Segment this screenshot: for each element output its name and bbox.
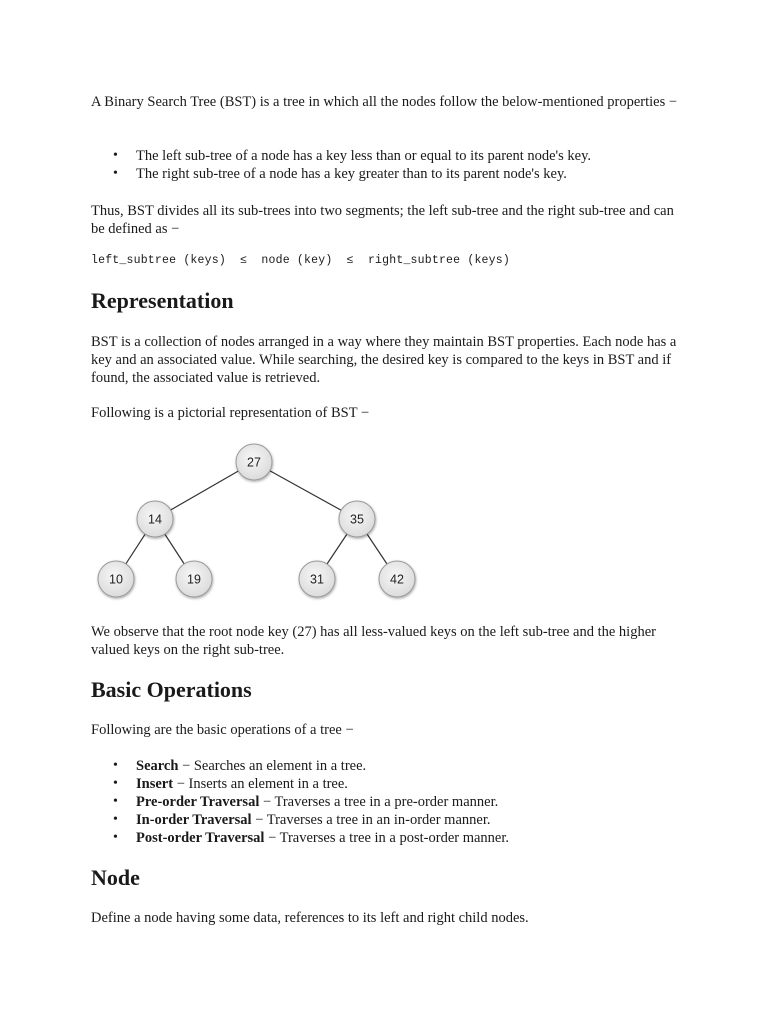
section-heading-basic-operations: Basic Operations — [91, 677, 252, 702]
operation-description: − Traverses a tree in an in-order manner. — [251, 812, 491, 828]
figure-caption: Following is a pictorial representation of BST − — [91, 405, 370, 421]
operation-name: Insert — [136, 776, 174, 792]
list-item: • The left sub-tree of a node has a key less than or equal to its parent node's key. — [136, 147, 736, 165]
operation-name: In-order Traversal — [136, 812, 252, 828]
node-key-42: 42 — [390, 572, 404, 587]
list-item — [136, 757, 736, 775]
operation-description: − Searches an element in a tree. — [178, 758, 367, 774]
list-item — [136, 811, 736, 829]
tree-node — [98, 561, 134, 597]
operation-description: − Inserts an element in a tree. — [173, 776, 348, 792]
bst-formula: left_subtree (keys) ≤ node (key) ≤ right_subtree (keys) — [91, 254, 510, 267]
operations-list — [91, 757, 736, 847]
bst-diagram — [90, 436, 430, 608]
section-heading-node: Node — [91, 865, 140, 890]
section-heading-representation: Representation — [91, 288, 234, 313]
node-key-19: 19 — [187, 572, 201, 587]
summary-paragraph: Thus, BST divides all its sub-trees into two segments; the left sub-tree and the right sub-tree and can be defined as − — [91, 203, 674, 237]
intro-paragraph: A Binary Search Tree (BST) is a tree in which all the nodes follow the below-mentioned properties − — [91, 94, 678, 110]
operation-name: Pre-order Traversal — [136, 794, 260, 810]
operation-name: Post-order Traversal — [136, 830, 265, 846]
tree-node — [379, 561, 415, 597]
operation-description: − Traverses a tree in a post-order manner. — [264, 830, 510, 846]
tree-node-root — [236, 444, 272, 480]
operation-description: − Traverses a tree in a pre-order manner. — [259, 794, 499, 810]
operations-intro: Following are the basic operations of a tree − — [91, 722, 354, 738]
node-key-10: 10 — [109, 572, 123, 587]
list-item: • The right sub-tree of a node has a key greater than to its parent node's key. — [136, 165, 736, 183]
node-key-27: 27 — [247, 455, 261, 470]
list-item — [136, 775, 736, 793]
node-key-31: 31 — [310, 572, 324, 587]
operation-name: Search — [136, 758, 179, 774]
node-key-14: 14 — [148, 512, 162, 527]
list-item — [136, 829, 736, 847]
tree-node — [339, 501, 375, 537]
tree-node — [176, 561, 212, 597]
tree-node — [137, 501, 173, 537]
node-paragraph: Define a node having some data, references to its left and right child nodes. — [91, 910, 529, 926]
node-key-35: 35 — [350, 512, 364, 527]
tree-node — [299, 561, 335, 597]
representation-paragraph: BST is a collection of nodes arranged in a way where they maintain BST properties. Each node has a key and an associated value. While searching, the desired key is compared to the keys in BST and if found, the associated value is retrieved. — [91, 334, 677, 386]
list-item — [136, 793, 736, 811]
bst-properties-list — [91, 147, 736, 183]
observation-paragraph: We observe that the root node key (27) has all less-valued keys on the left sub-tree and the higher valued keys on the right sub-tree. — [91, 624, 656, 658]
